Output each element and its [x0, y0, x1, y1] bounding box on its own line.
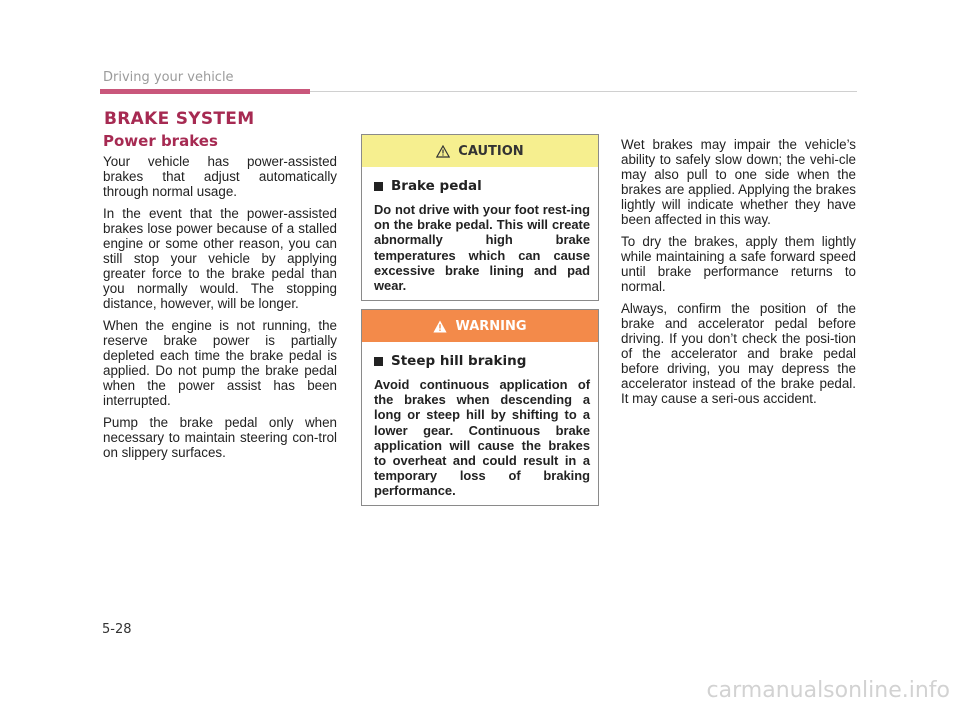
header-rule	[310, 91, 857, 92]
paragraph: Your vehicle has power-assisted brakes that adjust automatically through normal usage.	[103, 154, 337, 199]
right-column	[621, 137, 856, 413]
caution-label: CAUTION	[458, 143, 524, 159]
caution-text: Do not drive with your foot rest-ing on the brake pedal. This will create abnormally high brake temperatures which can cause excessive brake lining and pad wear.	[374, 202, 590, 294]
paragraph: To dry the brakes, apply them lightly while maintaining a safe forward speed until brake performance returns to normal.	[621, 234, 856, 294]
caution-header	[362, 135, 598, 167]
caution-triangle-icon	[436, 145, 450, 158]
caution-title: Brake pedal	[391, 178, 482, 194]
paragraph: Pump the brake pedal only when necessary to maintain steering con-trol on slippery surfaces.	[103, 415, 337, 460]
watermark-site: carmanualsonline.info	[706, 678, 950, 703]
warning-triangle-icon	[433, 320, 447, 333]
warning-header	[362, 310, 598, 342]
warning-text: Avoid continuous application of the brakes when descending a long or steep hill by shifting to a lower gear. Continuous brake application will cause the brakes to overheat and could result in a temporary loss of braking performance.	[374, 377, 590, 499]
paragraph: Always, confirm the position of the brake and accelerator pedal before driving. If you don’t check the posi-tion of the accelerator and brake pedal before driving, you may depress the accelerator instead of the brake pedal. It may cause a seri-ous accident.	[621, 301, 856, 406]
caution-box	[361, 134, 599, 301]
warning-subtitle	[374, 353, 590, 369]
bullet-square-icon	[374, 357, 383, 366]
paragraph: In the event that the power-assisted brakes lose power because of a stalled engine or some other reason, you can still stop your vehicle by applying greater force to the brake pedal than you normally would. The stopping distance, however, will be longer.	[103, 206, 337, 311]
caution-subtitle	[374, 178, 590, 194]
warning-box	[361, 309, 599, 506]
left-column	[103, 154, 337, 467]
header-accent-rule	[100, 89, 310, 94]
paragraph: When the engine is not running, the reserve brake power is partially depleted each time the brake pedal is applied. Do not pump the brake pedal when the power assist has been interrupted.	[103, 318, 337, 408]
chapter-title: Driving your vehicle	[103, 70, 234, 85]
warning-label: WARNING	[455, 318, 527, 334]
bullet-square-icon	[374, 182, 383, 191]
subsection-title: Power brakes	[103, 132, 218, 150]
paragraph: Wet brakes may impair the vehicle’s ability to safely slow down; the vehi-cle may also pull to one side when the brakes are applied. Applying the brakes lightly will indicate whether they have been affected in this way.	[621, 137, 856, 227]
warning-title: Steep hill braking	[391, 353, 527, 369]
page-number: 5-28	[102, 622, 132, 637]
section-title: BRAKE SYSTEM	[104, 109, 255, 129]
